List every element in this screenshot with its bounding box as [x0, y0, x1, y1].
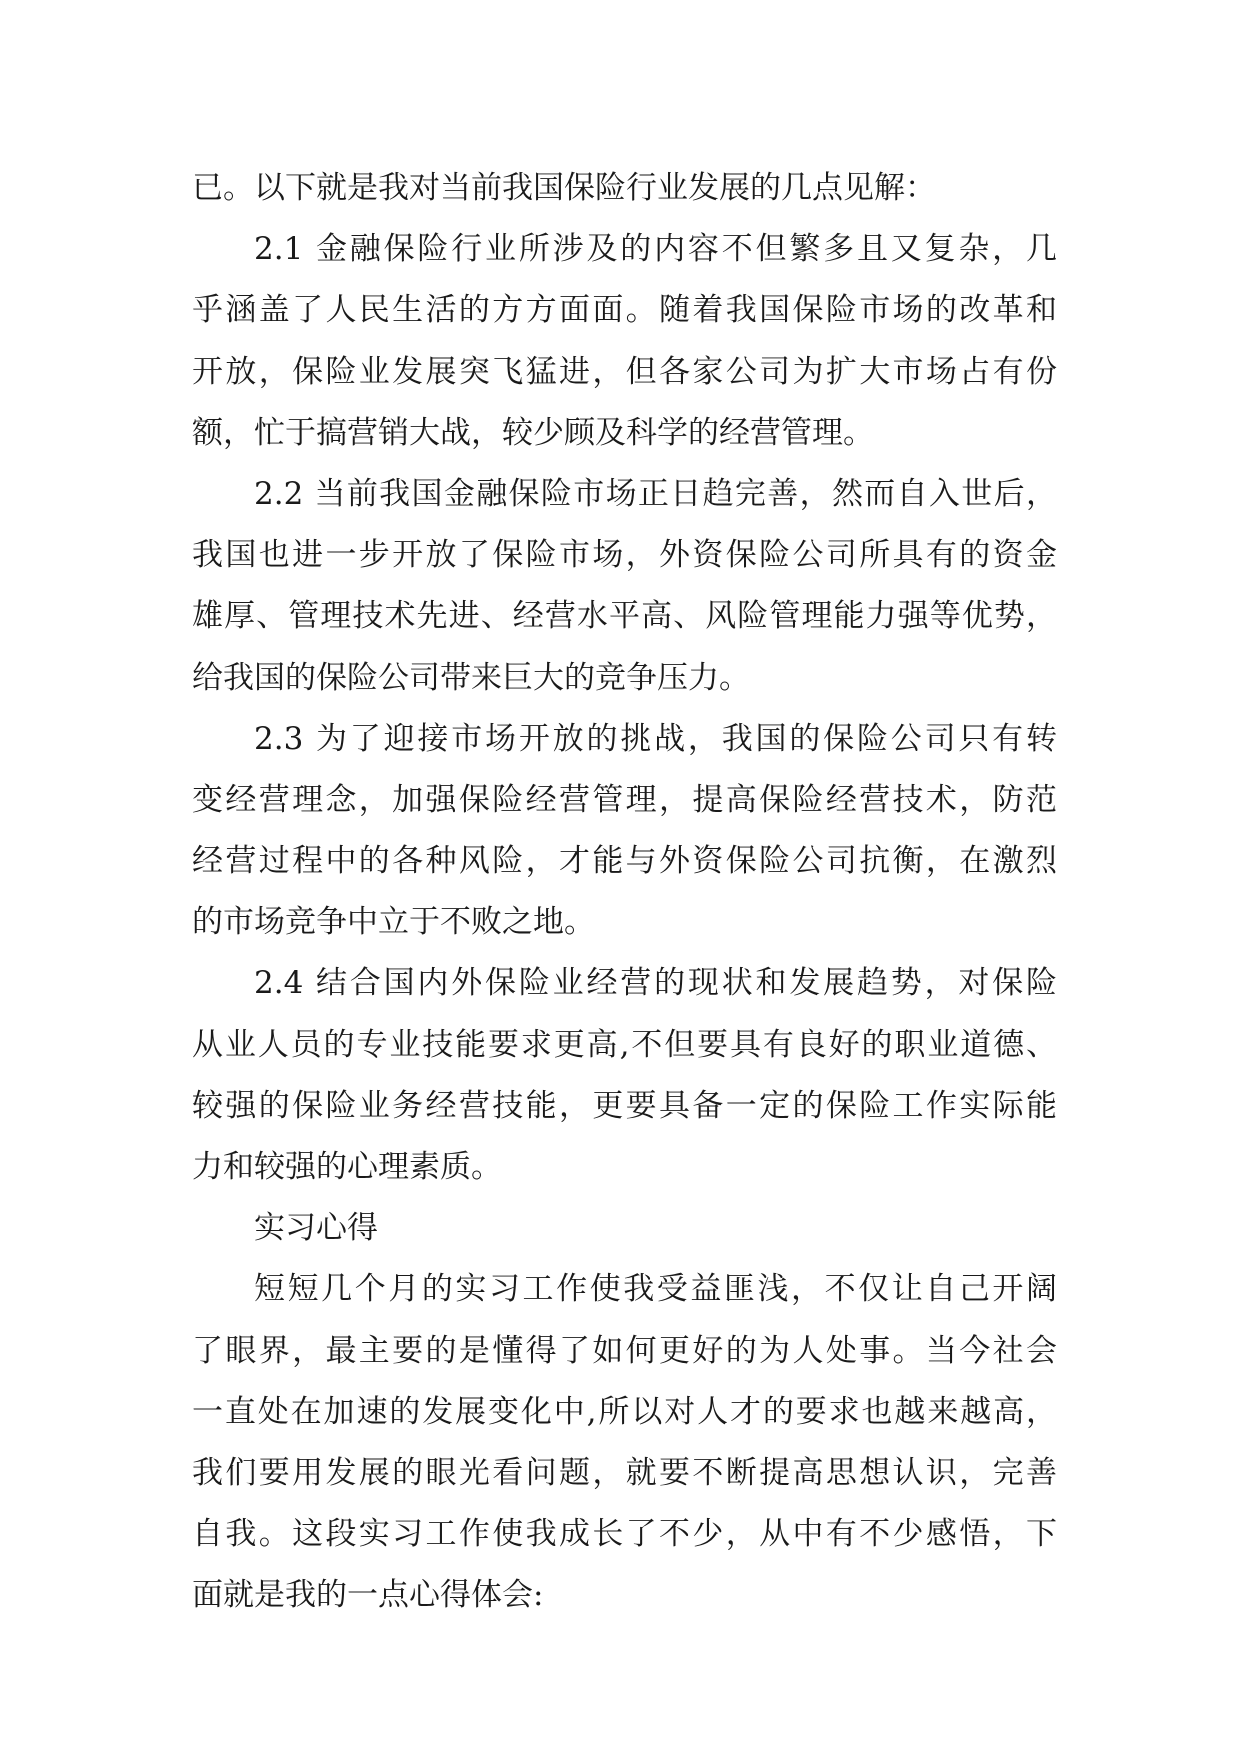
paragraph-line: 较强的保险业务经营技能，更要具备一定的保险工作实际能: [192, 1087, 1057, 1124]
paragraph-line: 开放，保险业发展突飞猛进，但各家公司为扩大市场占有份: [192, 353, 1057, 390]
paragraph-line: 短短几个月的实习工作使我受益匪浅，不仅让自己开阔: [254, 1271, 1057, 1308]
paragraph-line: 一直处在加速的发展变化中,所以对人才的要求也越来越高，: [192, 1393, 1057, 1430]
paragraph-line: 面就是我的一点心得体会:: [192, 1577, 544, 1614]
paragraph-line: 额，忙于搞营销大战，较少顾及科学的经营管理。: [192, 414, 874, 451]
paragraph-line: 雄厚、管理技术先进、经营水平高、风险管理能力强等优势，: [192, 598, 1057, 635]
paragraph-line: 给我国的保险公司带来巨大的竞争压力。: [192, 659, 750, 696]
paragraph-line: 2.4 结合国内外保险业经营的现状和发展趋势，对保险: [254, 965, 1057, 1002]
paragraph-line: 已。以下就是我对当前我国保险行业发展的几点见解：: [192, 170, 936, 206]
paragraph-line: 2.3 为了迎接市场开放的挑战，我国的保险公司只有转: [254, 720, 1057, 757]
section-heading: 实习心得: [254, 1210, 378, 1247]
paragraph-line: 的市场竞争中立于不败之地。: [192, 904, 595, 941]
paragraph-line: 力和较强的心理素质。: [192, 1149, 502, 1185]
paragraph-line: 变经营理念，加强保险经营管理，提高保险经营技术，防范: [192, 781, 1057, 818]
paragraph-line: 2.1 金融保险行业所涉及的内容不但繁多且又复杂，几: [254, 231, 1057, 268]
paragraph-line: 2.2 当前我国金融保险市场正日趋完善，然而自入世后，: [254, 475, 1057, 512]
paragraph-line: 乎涵盖了人民生活的方方面面。随着我国保险市场的改革和: [192, 292, 1057, 329]
paragraph-line: 我们要用发展的眼光看问题，就要不断提高思想认识，完善: [192, 1454, 1057, 1491]
paragraph-line: 了眼界，最主要的是懂得了如何更好的为人处事。当今社会: [192, 1332, 1057, 1369]
paragraph-line: 我国也进一步开放了保险市场，外资保险公司所具有的资金: [192, 537, 1057, 574]
body-text: [192, 158, 1057, 1627]
paragraph-line: 从业人员的专业技能要求更高,不但要具有良好的职业道德、: [192, 1026, 1057, 1063]
paragraph-line: 自我。这段实习工作使我成长了不少，从中有不少感悟，下: [192, 1516, 1057, 1553]
paragraph-line: 经营过程中的各种风险，才能与外资保险公司抗衡，在激烈: [192, 843, 1057, 880]
